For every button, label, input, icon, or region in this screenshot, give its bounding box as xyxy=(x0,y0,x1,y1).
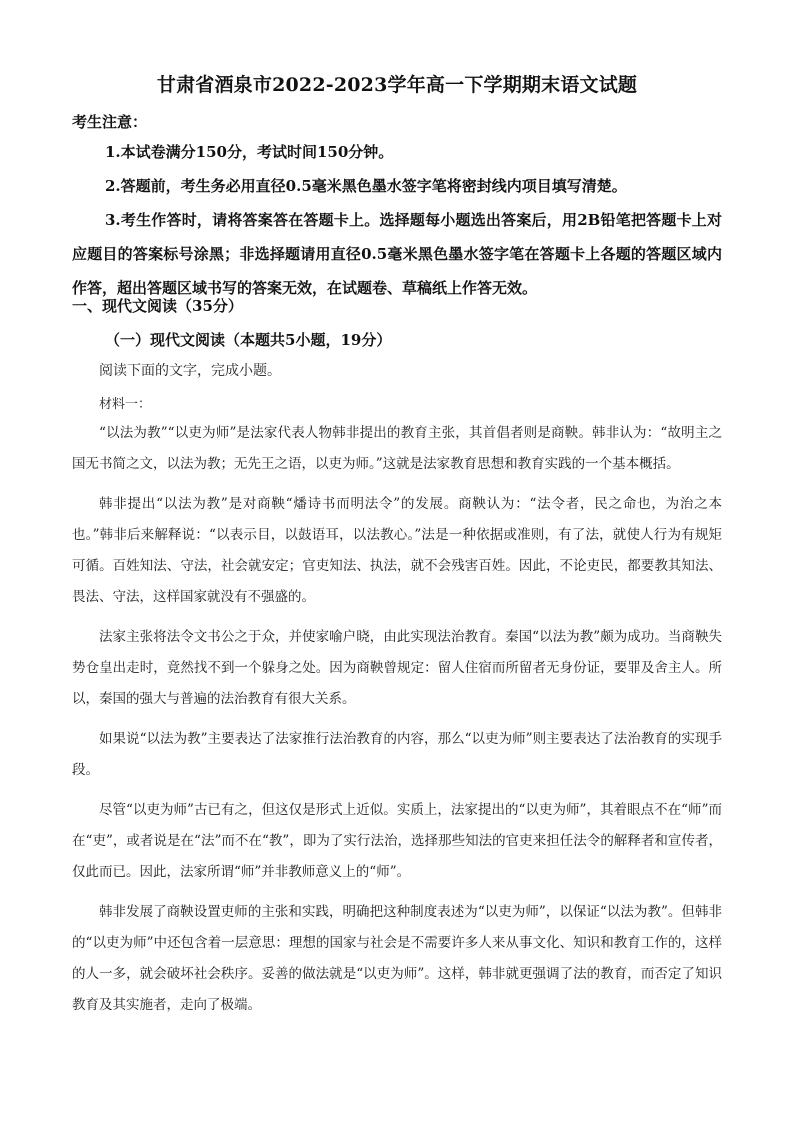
subsection-heading: （一）现代文阅读（本题共5小题，19分） xyxy=(105,331,392,349)
notice-item: 3.考生作答时，请将答案答在答题卡上。选择题每小题选出答案后，用2B铅笔把答题卡上对应题目的答案标号涂黑；非选择题请用直径0.5毫米黑色墨水签字笔在答题卡上各题的答题区域内作答，超出答题区域书写的答案无效，在试题卷、草稿纸上作答无效。 xyxy=(72,211,722,297)
notice-heading: 考生注意： xyxy=(72,113,148,131)
passage-paragraph: 韩非发展了商鞅设置吏师的主张和实践，明确把这种制度表述为“以吏为师”，以保证“以法为教”。但韩非的“以吏为师”中还包含着一层意思：理想的国家与社会是不需要许多人来从事文化、知识和教育工作的，这样的人一多，就会破坏社会秩序。妥善的做法就是“以吏为师”。这样，韩非就更强调了法的教育，而否定了知识教育及其实施者，走向了极端。 xyxy=(72,904,722,1013)
exam-title: 甘肃省酒泉市2022-2023学年高一下学期期末语文试题 xyxy=(156,74,638,96)
reading-instruction: 阅读下面的文字，完成小题。 xyxy=(99,363,281,379)
notice-item: 1.本试卷满分150分，考试时间150分钟。 xyxy=(105,143,394,161)
section-heading: 一、现代文阅读（35分） xyxy=(72,297,243,315)
passage-paragraph: “以法为教”“以吏为师”是法家代表人物韩非提出的教育主张，其首倡者则是商鞅。韩非认为：“故明主之国无书简之文，以法为教；无先王之语，以吏为师。”这就是法家教育思想和教育实践的一个基本概括。 xyxy=(72,425,722,472)
notice-item: 2.答题前，考生务必用直径0.5毫米黑色墨水签字笔将密封线内项目填写清楚。 xyxy=(105,177,627,195)
material-label: 材料一： xyxy=(99,397,152,412)
passage-paragraph: 法家主张将法令文书公之于众，并使家喻户晓，由此实现法治教育。秦国“以法为教”颇为成功。当商鞅失势仓皇出走时，竟然找不到一个躲身之处。因为商鞅曾规定：留人住宿而所留者无身份证，要罪及舍主人。所以，秦国的强大与普遍的法治教育有很大关系。 xyxy=(72,629,722,707)
passage-body xyxy=(72,418,722,1030)
passage-paragraph: 韩非提出“以法为教”是对商鞅“燔诗书而明法令”的发展。商鞅认为：“法令者，民之命也，为治之本也。”韩非后来解释说：“以表示目，以鼓语耳，以法教心。”法是一种依据或准则，有了法，就使人行为有规矩可循。百姓知法、守法，社会就安定；官吏知法、执法，就不会残害百姓。因此，不论吏民，都要教其知法、畏法、守法，这样国家就没有不强盛的。 xyxy=(72,496,722,605)
passage-paragraph: 如果说“以法为教”主要表达了法家推行法治教育的内容，那么“以吏为师”则主要表达了法治教育的实现手段。 xyxy=(72,731,722,778)
passage-paragraph: 尽管“以吏为师”古已有之，但这仅是形式上近似。实质上，法家提出的“以吏为师”，其着眼点不在“师”而在“吏”，或者说是在“法”而不在“教”，即为了实行法治，选择那些知法的官吏来担任法令的解释者和宣传者，仅此而已。因此，法家所谓“师”并非教师意义上的“师”。 xyxy=(72,802,722,880)
